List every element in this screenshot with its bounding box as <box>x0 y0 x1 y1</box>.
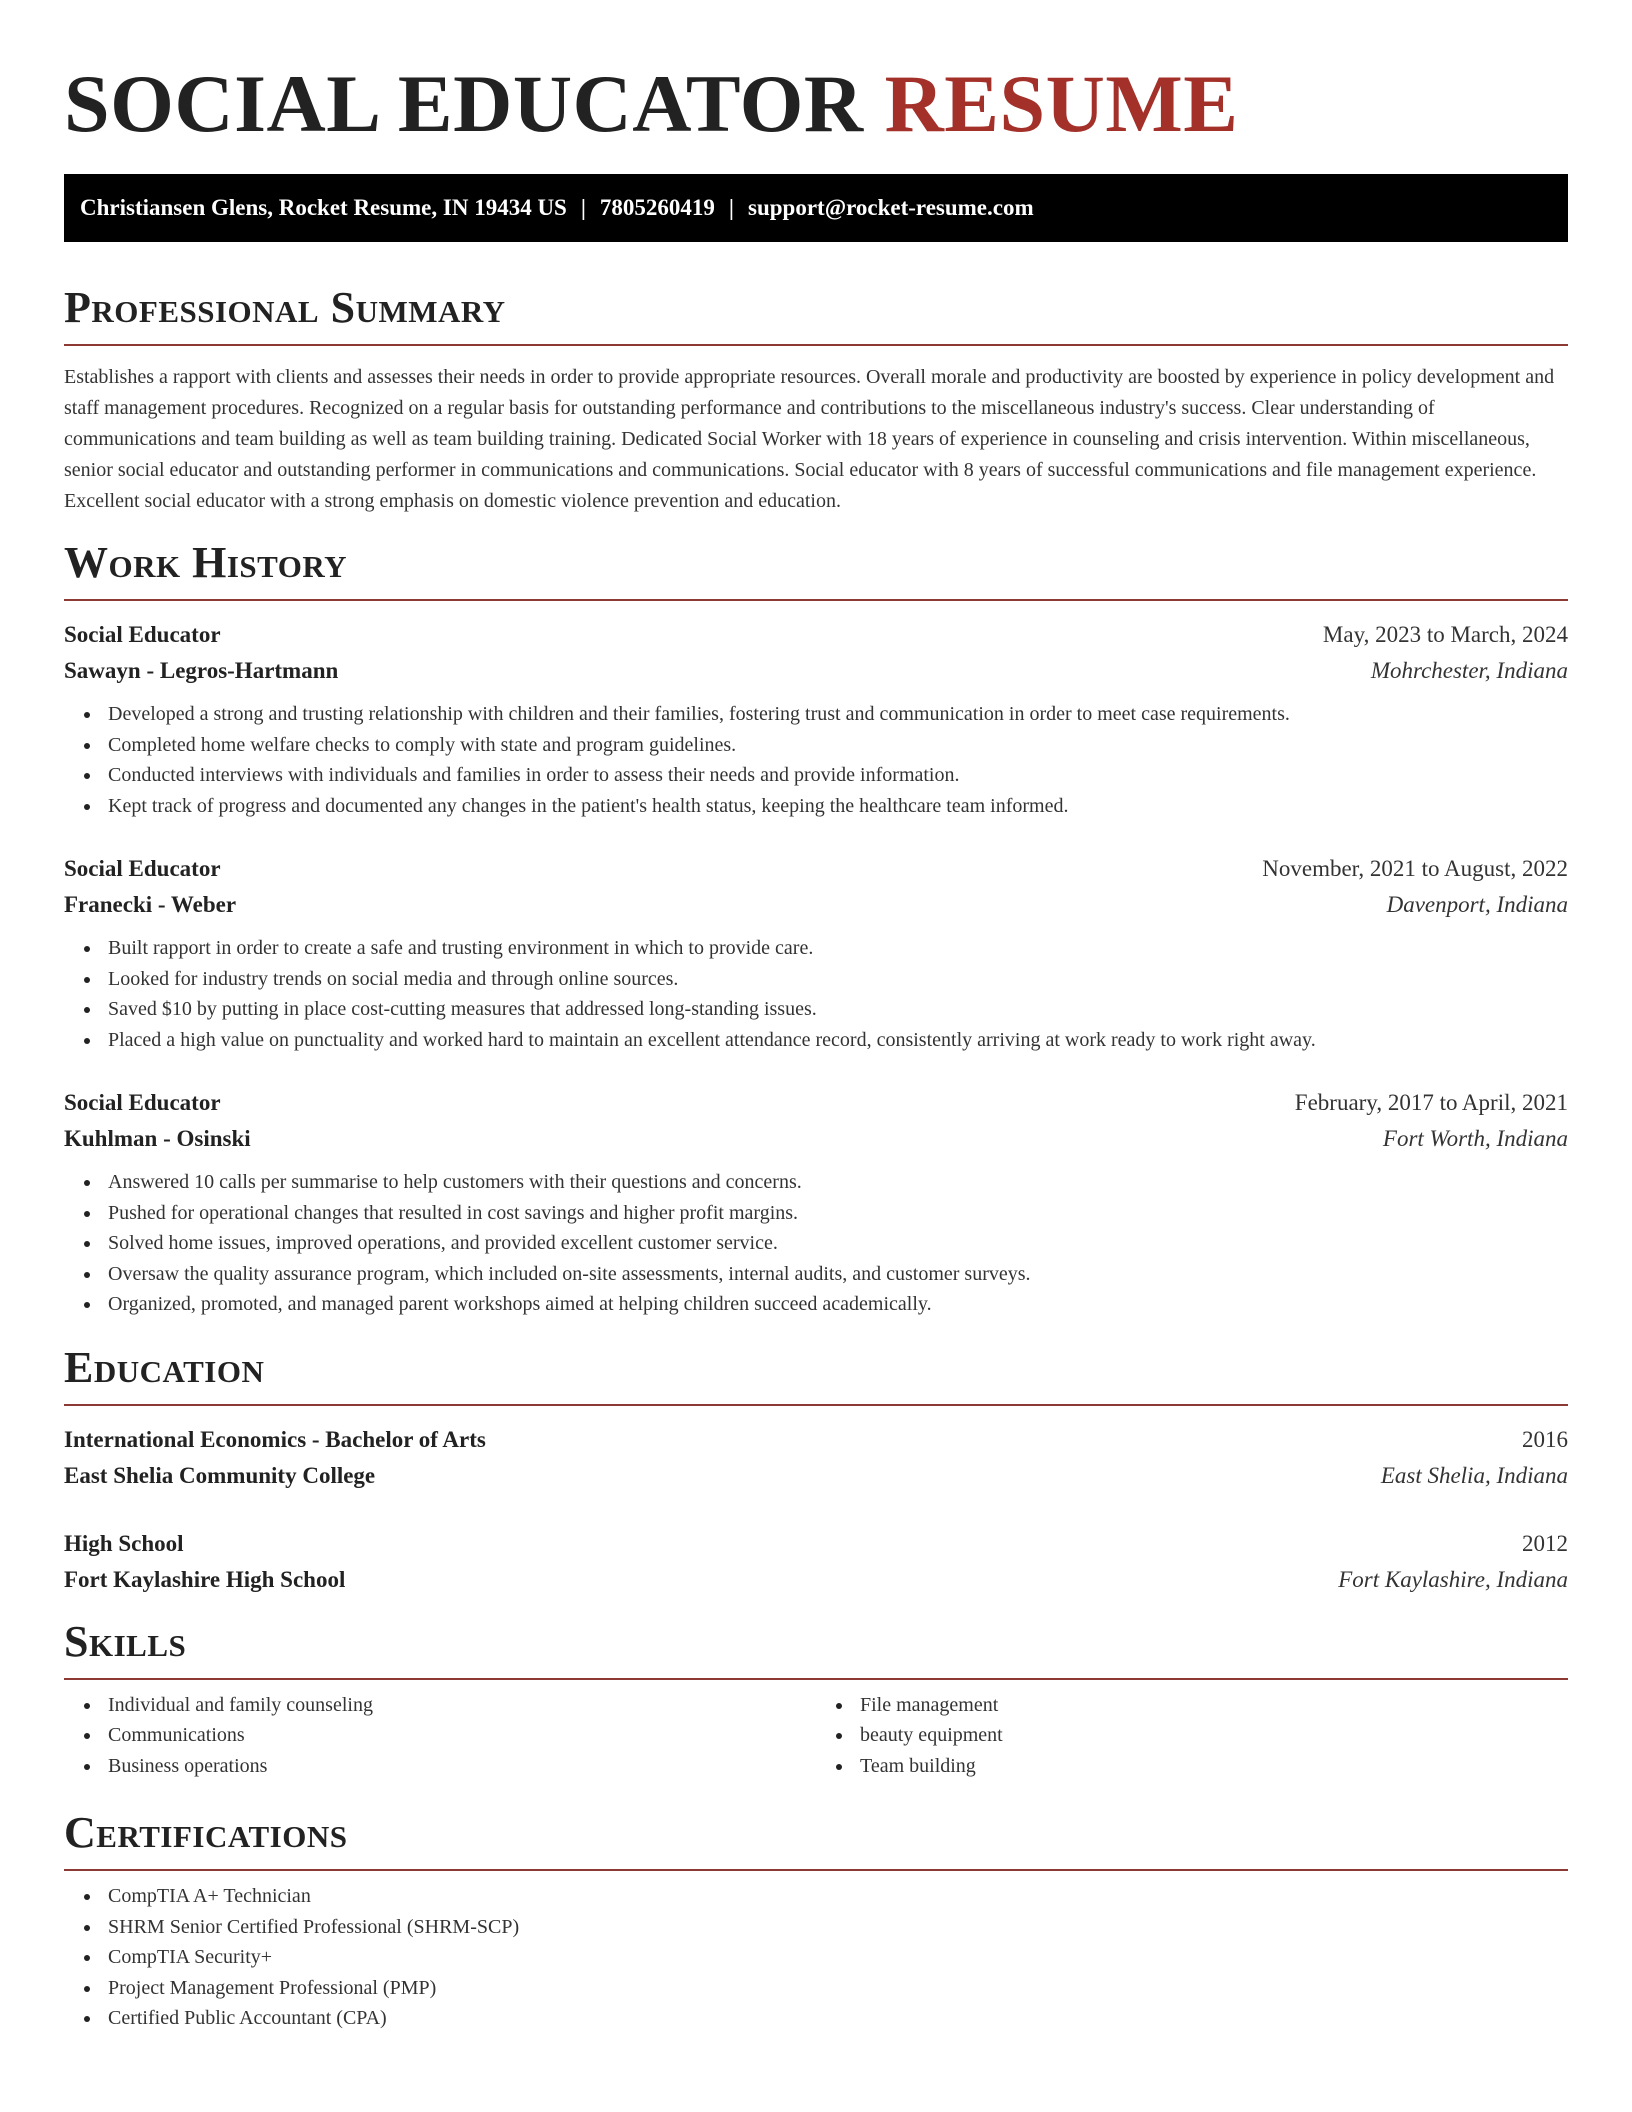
work-history-heading: Work History <box>64 538 348 587</box>
job-bullet: Developed a strong and trusting relationship with children and their families, fostering trust and communication in order to meet case requirements. <box>108 699 1568 730</box>
job-bullet: Completed home welfare checks to comply with state and program guidelines. <box>108 730 1568 761</box>
job-bullets <box>64 933 1568 1055</box>
summary-heading: Professional Summary <box>64 283 506 332</box>
job-subheader <box>64 887 1568 923</box>
contact-bar <box>64 174 1568 242</box>
education-section <box>64 1342 1568 1598</box>
job-bullet: Solved home issues, improved operations, and provided excellent customer service. <box>108 1228 1568 1259</box>
job-entry <box>64 851 1568 1055</box>
job-dates: May, 2023 to March, 2024 <box>1322 622 1568 647</box>
job-bullet: Pushed for operational changes that resulted in cost savings and higher profit margins. <box>108 1198 1568 1229</box>
job-company: Franecki - Weber <box>64 892 237 917</box>
skill-item: File management <box>860 1690 1568 1721</box>
job-location: Fort Worth, Indiana <box>1382 1126 1568 1151</box>
education-degree: High School <box>64 1530 184 1556</box>
job-bullet: Looked for industry trends on social media and through online sources. <box>108 964 1568 995</box>
skills-column-left <box>64 1690 816 1782</box>
job-bullet: Placed a high value on punctuality and worked hard to maintain an excellent attendance record, consistently arriving at work ready to work right away. <box>108 1025 1568 1056</box>
job-header <box>64 1085 1568 1121</box>
skill-item: Communications <box>108 1720 816 1751</box>
job-bullet: Organized, promoted, and managed parent workshops aimed at helping children succeed academically. <box>108 1289 1568 1320</box>
education-header <box>64 1422 1568 1458</box>
section-divider <box>64 1404 1568 1406</box>
summary-section <box>64 282 1568 517</box>
certification-item: SHRM Senior Certified Professional (SHRM-SCP) <box>108 1912 1568 1943</box>
job-header <box>64 617 1568 653</box>
education-year: 2016 <box>1522 1426 1568 1452</box>
certification-item: Project Management Professional (PMP) <box>108 1973 1568 2004</box>
skills-column-right <box>816 1690 1568 1782</box>
certification-item: CompTIA A+ Technician <box>108 1881 1568 1912</box>
contact-separator: | <box>728 195 734 220</box>
summary-text: Establishes a rapport with clients and assesses their needs in order to provide appropriate resources. Overall morale and productivity are boosted by experience in policy development and staff management procedures. Recognized on a regular basis for outstanding performance and contributions to the miscellaneous industry's success. Clear understanding of communications and team building as well as team building training. Dedicated Social Worker with 18 years of experience in counseling and crisis intervention. Within miscellaneous, senior social educator and outstanding performer in communications and communications. Social educator with 8 years of successful communications and file management experience. Excellent social educator with a strong emphasis on domestic violence prevention and education. <box>64 366 1555 512</box>
contact-phone[interactable]: 7805260419 <box>599 195 715 220</box>
education-school: East Shelia Community College <box>64 1462 376 1488</box>
section-divider <box>64 344 1568 346</box>
certification-item: CompTIA Security+ <box>108 1942 1568 1973</box>
job-bullet: Oversaw the quality assurance program, which included on-site assessments, internal audits, and customer surveys. <box>108 1259 1568 1290</box>
job-bullet: Answered 10 calls per summarise to help customers with their questions and concerns. <box>108 1167 1568 1198</box>
job-bullet: Saved $10 by putting in place cost-cutting measures that addressed long-standing issues. <box>108 994 1568 1025</box>
job-title: Social Educator <box>64 622 221 647</box>
job-company: Kuhlman - Osinski <box>64 1126 251 1151</box>
education-location: Fort Kaylashire, Indiana <box>1338 1566 1568 1592</box>
skills-section <box>64 1616 1568 1782</box>
education-heading: Education <box>64 1342 265 1392</box>
job-dates: November, 2021 to August, 2022 <box>1262 856 1568 881</box>
job-title: Social Educator <box>64 856 221 881</box>
education-subheader <box>64 1562 1568 1598</box>
skills-grid <box>64 1690 1568 1782</box>
job-bullet: Kept track of progress and documented any changes in the patient's health status, keeping the healthcare team informed. <box>108 791 1568 822</box>
job-title: Social Educator <box>64 1090 221 1115</box>
education-year: 2012 <box>1522 1530 1568 1556</box>
job-entry <box>64 1085 1568 1320</box>
contact-address: Christiansen Glens, Rocket Resume, IN 19434 US <box>80 195 567 220</box>
job-bullets <box>64 1167 1568 1320</box>
title-accent: RESUME <box>884 58 1239 149</box>
job-header <box>64 851 1568 887</box>
skill-item: Team building <box>860 1751 1568 1782</box>
education-entry <box>64 1422 1568 1494</box>
contact-email[interactable]: support@rocket-resume.com <box>748 195 1034 220</box>
job-bullets <box>64 699 1568 821</box>
certifications-list <box>64 1881 1568 2034</box>
job-entry <box>64 617 1568 821</box>
job-location: Davenport, Indiana <box>1386 892 1568 917</box>
job-subheader <box>64 1121 1568 1157</box>
resume-title <box>64 0 1568 150</box>
education-subheader <box>64 1458 1568 1494</box>
education-header <box>64 1526 1568 1562</box>
education-entry <box>64 1526 1568 1598</box>
skill-item: Business operations <box>108 1751 816 1782</box>
job-subheader <box>64 653 1568 689</box>
education-school: Fort Kaylashire High School <box>64 1566 346 1592</box>
section-divider <box>64 1869 1568 1871</box>
skills-heading: Skills <box>64 1616 187 1666</box>
job-bullet: Conducted interviews with individuals and families in order to assess their needs and provide information. <box>108 760 1568 791</box>
education-location: East Shelia, Indiana <box>1380 1462 1568 1488</box>
certifications-section <box>64 1807 1568 2034</box>
certifications-heading: Certifications <box>64 1808 348 1857</box>
section-divider <box>64 599 1568 601</box>
job-location: Mohrchester, Indiana <box>1370 658 1568 683</box>
work-history-section <box>64 537 1568 1320</box>
job-company: Sawayn - Legros-Hartmann <box>64 658 339 683</box>
title-main: SOCIAL EDUCATOR <box>64 58 864 149</box>
skill-item: beauty equipment <box>860 1720 1568 1751</box>
education-degree: International Economics - Bachelor of Arts <box>64 1426 486 1452</box>
certification-item: Certified Public Accountant (CPA) <box>108 2003 1568 2034</box>
section-divider <box>64 1678 1568 1680</box>
skill-item: Individual and family counseling <box>108 1690 816 1721</box>
contact-separator: | <box>580 195 586 220</box>
job-bullet: Built rapport in order to create a safe and trusting environment in which to provide care. <box>108 933 1568 964</box>
job-dates: February, 2017 to April, 2021 <box>1294 1090 1568 1115</box>
